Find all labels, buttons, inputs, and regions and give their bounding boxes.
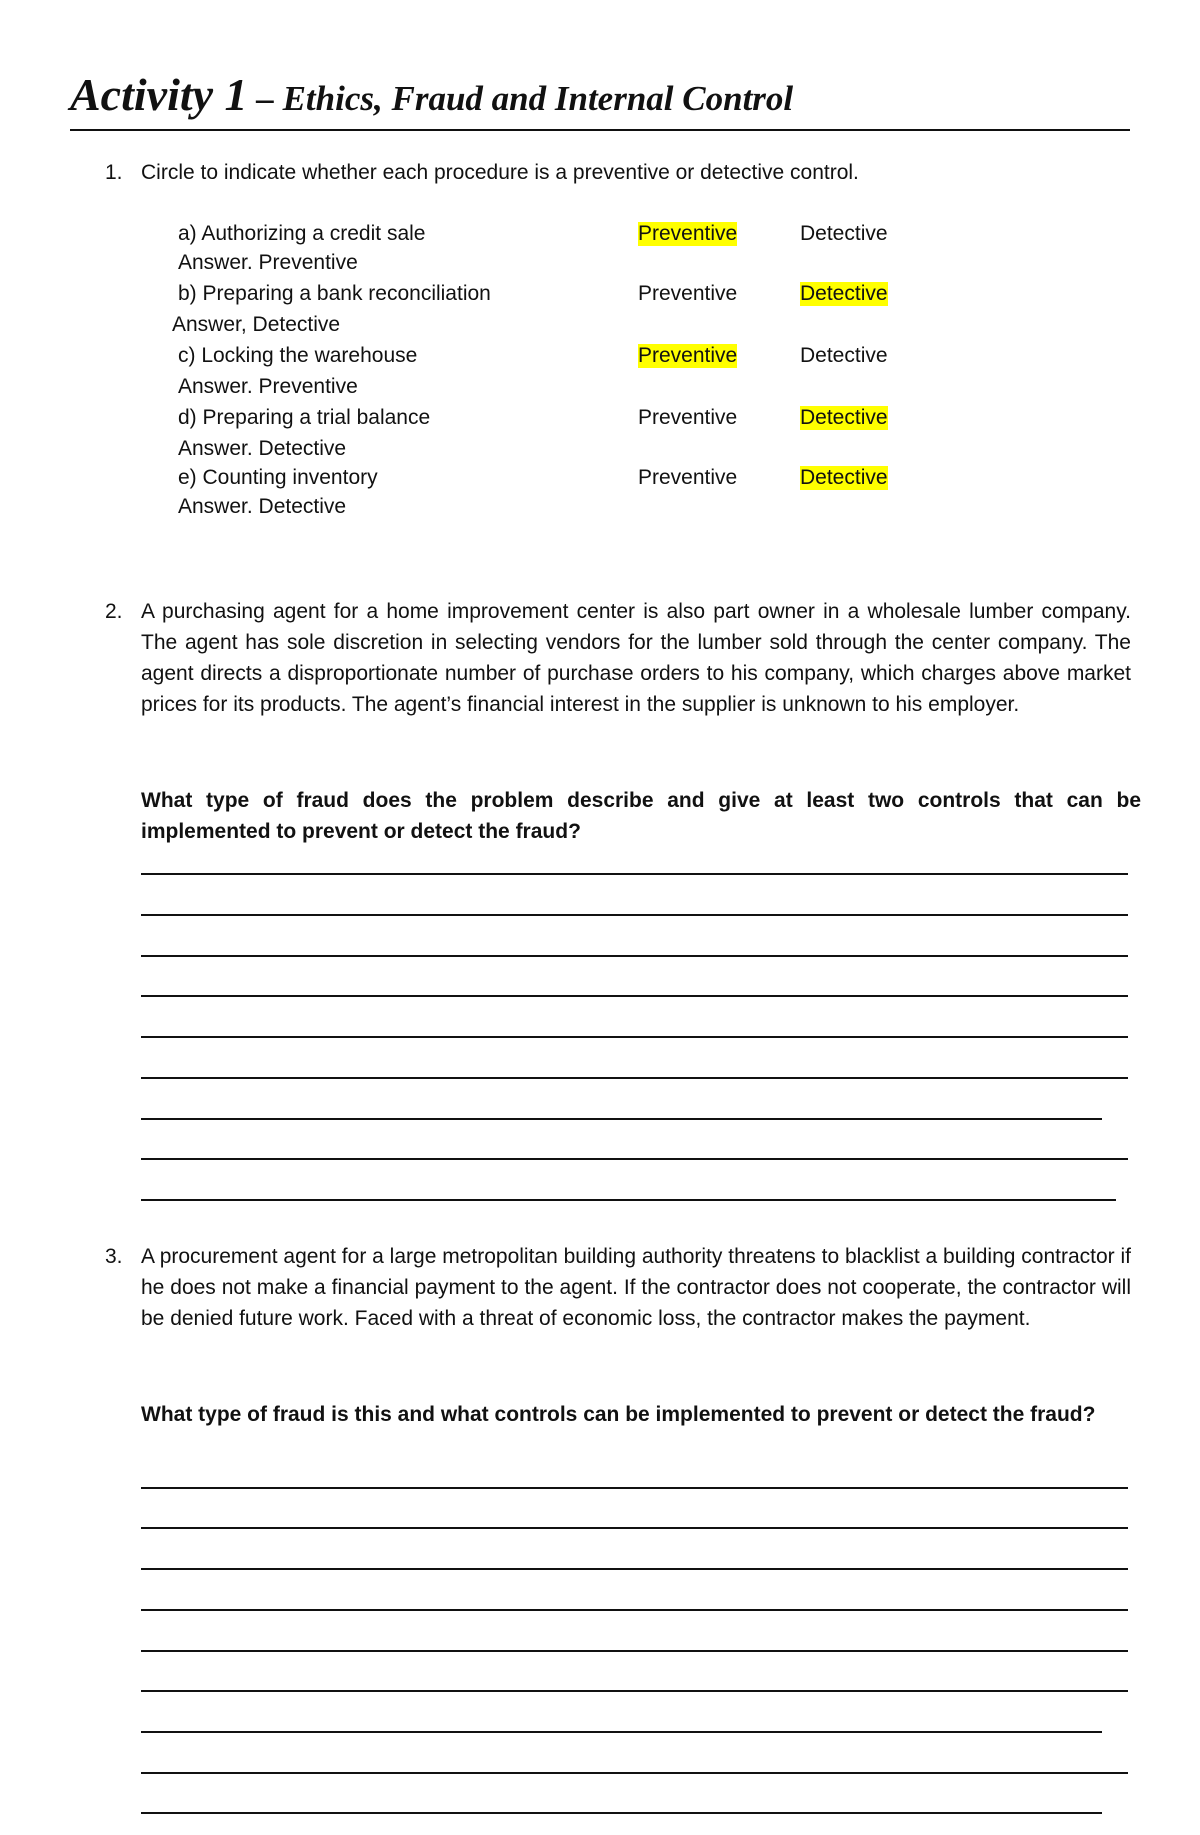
q3-answer-line	[141, 1650, 1128, 1652]
item-e-preventive: Preventive	[638, 466, 738, 489]
q3-answer-line	[141, 1487, 1128, 1489]
q3-answer-line	[141, 1731, 1102, 1733]
item-b-preventive: Preventive	[638, 282, 738, 305]
q2-answer-line	[141, 914, 1128, 916]
q2-answer-line	[141, 1036, 1128, 1038]
q3-answer-line	[141, 1812, 1102, 1814]
item-d-preventive: Preventive	[638, 406, 738, 429]
title-subtitle: – Ethics, Fraud and Internal Control	[247, 79, 794, 118]
item-e-answer: Answer. Detective	[178, 495, 347, 518]
title-main: Activity 1	[70, 69, 248, 120]
q3-answer-line	[141, 1609, 1128, 1611]
item-a-preventive: Preventive	[638, 222, 738, 245]
item-c-preventive: Preventive	[638, 344, 738, 367]
q3-answer-line	[141, 1568, 1128, 1570]
question-2-text: A purchasing agent for a home improvement center is also part owner in a wholesale lumber company. The agent has sole discretion in selecting vendors for the lumber sold through the center company. The agent directs a disproportionate number of purchase orders to his company, which charges above market prices for its products. The agent’s financial interest in the supplier is unknown to his employer.	[141, 600, 1131, 716]
page-title	[70, 69, 1130, 131]
item-b-detective: Detective	[800, 282, 888, 305]
q3-answer-line	[141, 1772, 1128, 1774]
question-2-prompt: What type of fraud does the problem describe and give at least two controls that can be implemented to prevent or detect the fraud?	[141, 789, 1141, 843]
q2-answer-line	[141, 1199, 1116, 1201]
q3-answer-line	[141, 1690, 1128, 1692]
q2-answer-line	[141, 955, 1128, 957]
item-c-answer: Answer. Preventive	[178, 375, 358, 398]
item-a-label: a) Authorizing a credit sale	[178, 222, 426, 245]
item-c-label: c) Locking the warehouse	[178, 344, 418, 367]
item-a-detective: Detective	[800, 222, 888, 245]
item-d-label: d) Preparing a trial balance	[178, 406, 431, 429]
question-3-text: A procurement agent for a large metropolitan building authority threatens to blacklist a building contractor if he does not make a financial payment to the agent. If the contractor does not cooperate, the contractor will be denied future work. Faced with a threat of economic loss, the contractor makes the payment.	[141, 1245, 1131, 1330]
item-e-detective: Detective	[800, 466, 888, 489]
item-e-label: e) Counting inventory	[178, 466, 378, 489]
item-c-detective: Detective	[800, 344, 888, 367]
question-3-number: 3.	[105, 1245, 123, 1268]
item-a-answer: Answer. Preventive	[178, 251, 358, 274]
question-1-text: Circle to indicate whether each procedure is a preventive or detective control.	[141, 161, 859, 184]
q3-answer-line	[141, 1527, 1128, 1529]
item-b-label: b) Preparing a bank reconciliation	[178, 282, 491, 305]
q2-answer-line	[141, 873, 1128, 875]
question-2-number: 2.	[105, 600, 123, 623]
q2-answer-line	[141, 1158, 1128, 1160]
question-1-number: 1.	[105, 161, 123, 184]
question-3-prompt: What type of fraud is this and what controls can be implemented to prevent or detect the fraud?	[141, 1403, 1096, 1426]
item-d-answer: Answer. Detective	[178, 437, 347, 460]
q2-answer-line	[141, 1118, 1102, 1120]
item-d-detective: Detective	[800, 406, 888, 429]
item-b-answer: Answer, Detective	[172, 313, 341, 336]
q2-answer-line	[141, 1077, 1128, 1079]
q2-answer-line	[141, 995, 1128, 997]
